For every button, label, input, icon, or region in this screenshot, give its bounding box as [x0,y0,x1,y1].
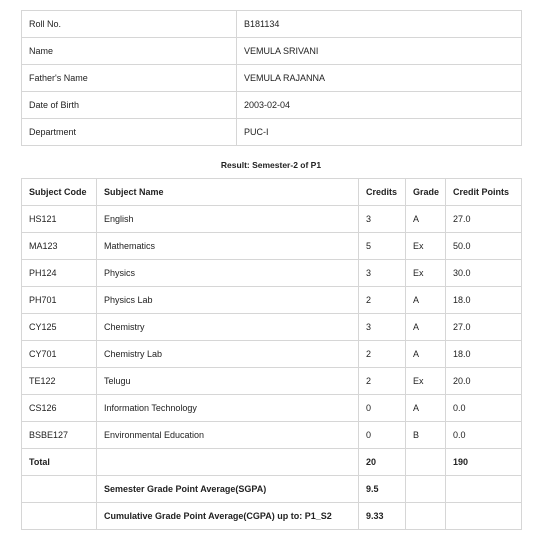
subject-code: MA123 [22,233,97,260]
credits: 2 [359,341,406,368]
header-credits: Credits [359,179,406,206]
info-value: PUC-I [237,119,522,146]
info-row-roll-no [22,11,522,38]
header-subject-name: Subject Name [97,179,359,206]
grade: A [406,395,446,422]
result-table [21,178,522,530]
info-label: Father's Name [22,65,237,92]
total-credits: 20 [359,449,406,476]
empty-cell [406,449,446,476]
credit-points: 20.0 [446,368,522,395]
result-title: Result: Semester-2 of P1 [220,160,322,170]
header-credit-points: Credit Points [446,179,522,206]
table-row [22,314,522,341]
result-header-row [22,179,522,206]
empty-cell [22,476,97,503]
subject-name: English [97,206,359,233]
info-value: 2003-02-04 [237,92,522,119]
cgpa-label: Cumulative Grade Point Average(CGPA) up to: P1_S2 [97,503,359,530]
credit-points: 0.0 [446,395,522,422]
subject-code: PH701 [22,287,97,314]
header-grade: Grade [406,179,446,206]
grade: Ex [406,233,446,260]
table-row [22,260,522,287]
credit-points: 50.0 [446,233,522,260]
subject-code: HS121 [22,206,97,233]
subject-name: Physics [97,260,359,287]
info-row-date-of-birth [22,92,522,119]
grade: B [406,422,446,449]
credit-points: 18.0 [446,287,522,314]
credit-points: 27.0 [446,206,522,233]
credit-points: 0.0 [446,422,522,449]
grade: A [406,287,446,314]
credit-points: 18.0 [446,341,522,368]
empty-cell [97,449,359,476]
credits: 2 [359,287,406,314]
table-row [22,368,522,395]
credits: 3 [359,314,406,341]
table-row [22,422,522,449]
subject-name: Chemistry [97,314,359,341]
header-subject-code: Subject Code [22,179,97,206]
info-value: B181134 [237,11,522,38]
table-row [22,206,522,233]
credit-points: 27.0 [446,314,522,341]
info-label: Date of Birth [22,92,237,119]
info-row-fathers-name [22,65,522,92]
empty-cell [446,476,522,503]
info-row-name [22,38,522,65]
grade: A [406,341,446,368]
subject-name: Telugu [97,368,359,395]
info-value: VEMULA RAJANNA [237,65,522,92]
table-row [22,395,522,422]
credits: 0 [359,422,406,449]
credits: 5 [359,233,406,260]
empty-cell [22,503,97,530]
empty-cell [446,503,522,530]
subject-code: CY125 [22,314,97,341]
grade: Ex [406,368,446,395]
empty-cell [406,476,446,503]
table-row [22,233,522,260]
total-row [22,449,522,476]
student-info-table [21,10,522,146]
subject-name: Physics Lab [97,287,359,314]
subject-code: PH124 [22,260,97,287]
sgpa-label: Semester Grade Point Average(SGPA) [97,476,359,503]
info-label: Roll No. [22,11,237,38]
table-row [22,341,522,368]
total-credit-points: 190 [446,449,522,476]
credits: 2 [359,368,406,395]
grade: A [406,206,446,233]
subject-name: Mathematics [97,233,359,260]
subject-name: Information Technology [97,395,359,422]
subject-code: TE122 [22,368,97,395]
empty-cell [406,503,446,530]
credits: 3 [359,260,406,287]
sgpa-row [22,476,522,503]
credits: 3 [359,206,406,233]
subject-code: CS126 [22,395,97,422]
info-label: Name [22,38,237,65]
sgpa-value: 9.5 [359,476,406,503]
info-label: Department [22,119,237,146]
subject-name: Environmental Education [97,422,359,449]
credit-points: 30.0 [446,260,522,287]
info-row-department [22,119,522,146]
subject-code: BSBE127 [22,422,97,449]
total-label: Total [22,449,97,476]
info-value: VEMULA SRIVANI [237,38,522,65]
cgpa-value: 9.33 [359,503,406,530]
subject-name: Chemistry Lab [97,341,359,368]
grade: Ex [406,260,446,287]
credits: 0 [359,395,406,422]
cgpa-row [22,503,522,530]
subject-code: CY701 [22,341,97,368]
table-row [22,287,522,314]
grade: A [406,314,446,341]
